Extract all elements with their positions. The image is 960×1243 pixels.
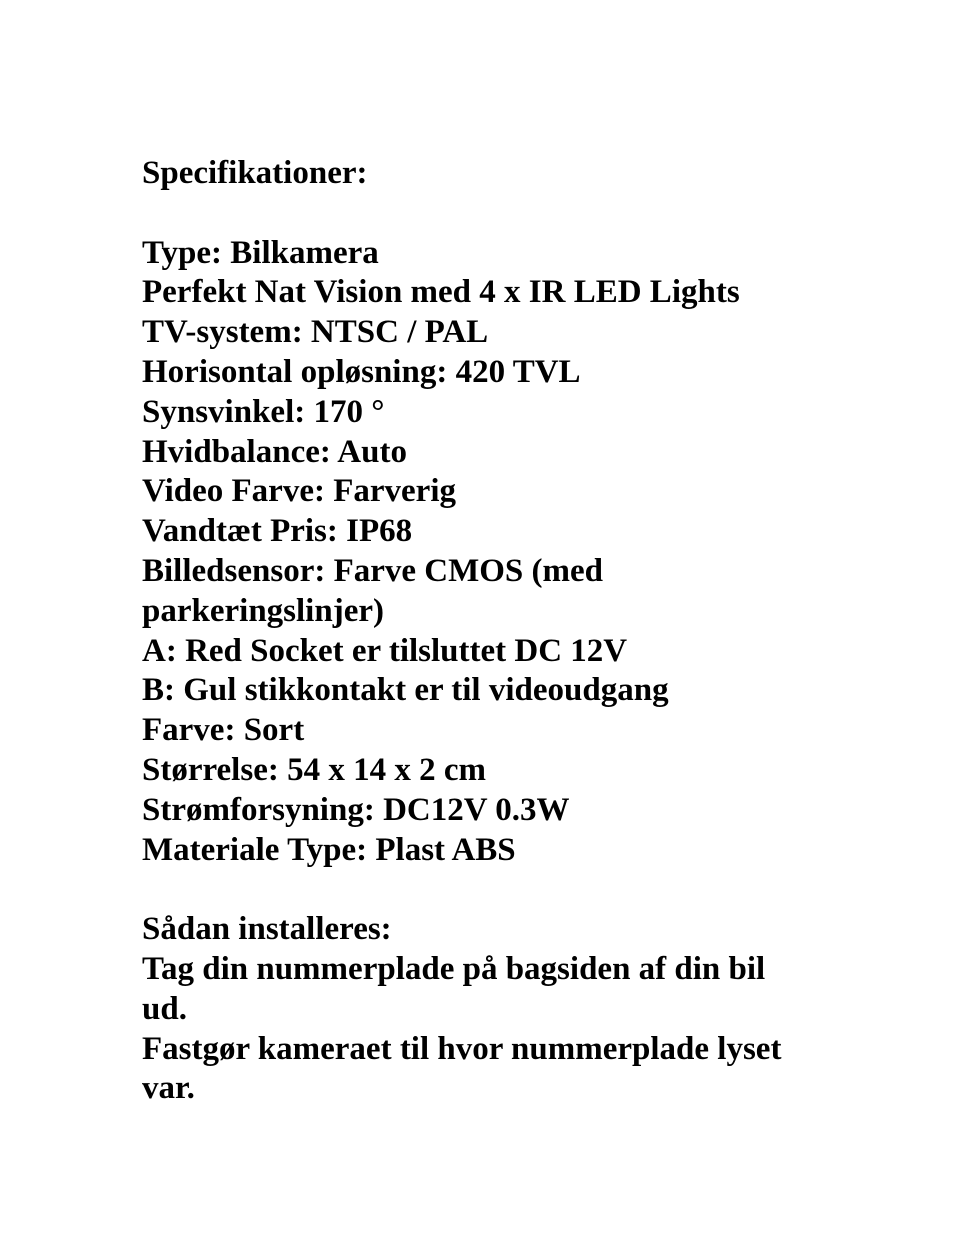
spec-item: Strømforsyning: DC12V 0.3W [142,791,570,828]
spec-list [142,234,842,871]
spec-item: A: Red Socket er tilsluttet DC 12V [142,632,628,669]
spec-item: TV-system: NTSC / PAL [142,314,489,351]
spec-item: Hvidbalance: Auto [142,433,407,470]
spacer [142,870,842,910]
spec-item: Type: Bilkamera [142,234,379,271]
spec-item: B: Gul stikkontakt er til videoudgang [142,672,669,709]
install-step: Fastgør kameraet til hvor nummerplade lyset var. [142,1030,782,1107]
install-step: Tag din nummerplade på bagsiden af din bil ud. [142,950,766,1027]
spec-item: Størrelse: 54 x 14 x 2 cm [142,751,486,788]
spec-item: Horisontal opløsning: 420 TVL [142,353,581,390]
spec-item: Materiale Type: Plast ABS [142,831,516,868]
spec-item: Video Farve: Farverig [142,473,456,510]
spec-item: Perfekt Nat Vision med 4 x IR LED Lights [142,274,740,311]
spec-heading: Specifikationer: [142,155,368,191]
install-steps [142,950,842,1109]
spec-item: Billedsensor: Farve CMOS (med parkeringslinjer) [142,552,604,629]
spec-item: Farve: Sort [142,712,305,749]
spec-item: Vandtæt Pris: IP68 [142,513,413,550]
spacer [142,194,842,234]
document-body [142,154,842,1109]
spec-item: Synsvinkel: 170 ° [142,393,385,430]
install-heading: Sådan installeres: [142,911,392,948]
